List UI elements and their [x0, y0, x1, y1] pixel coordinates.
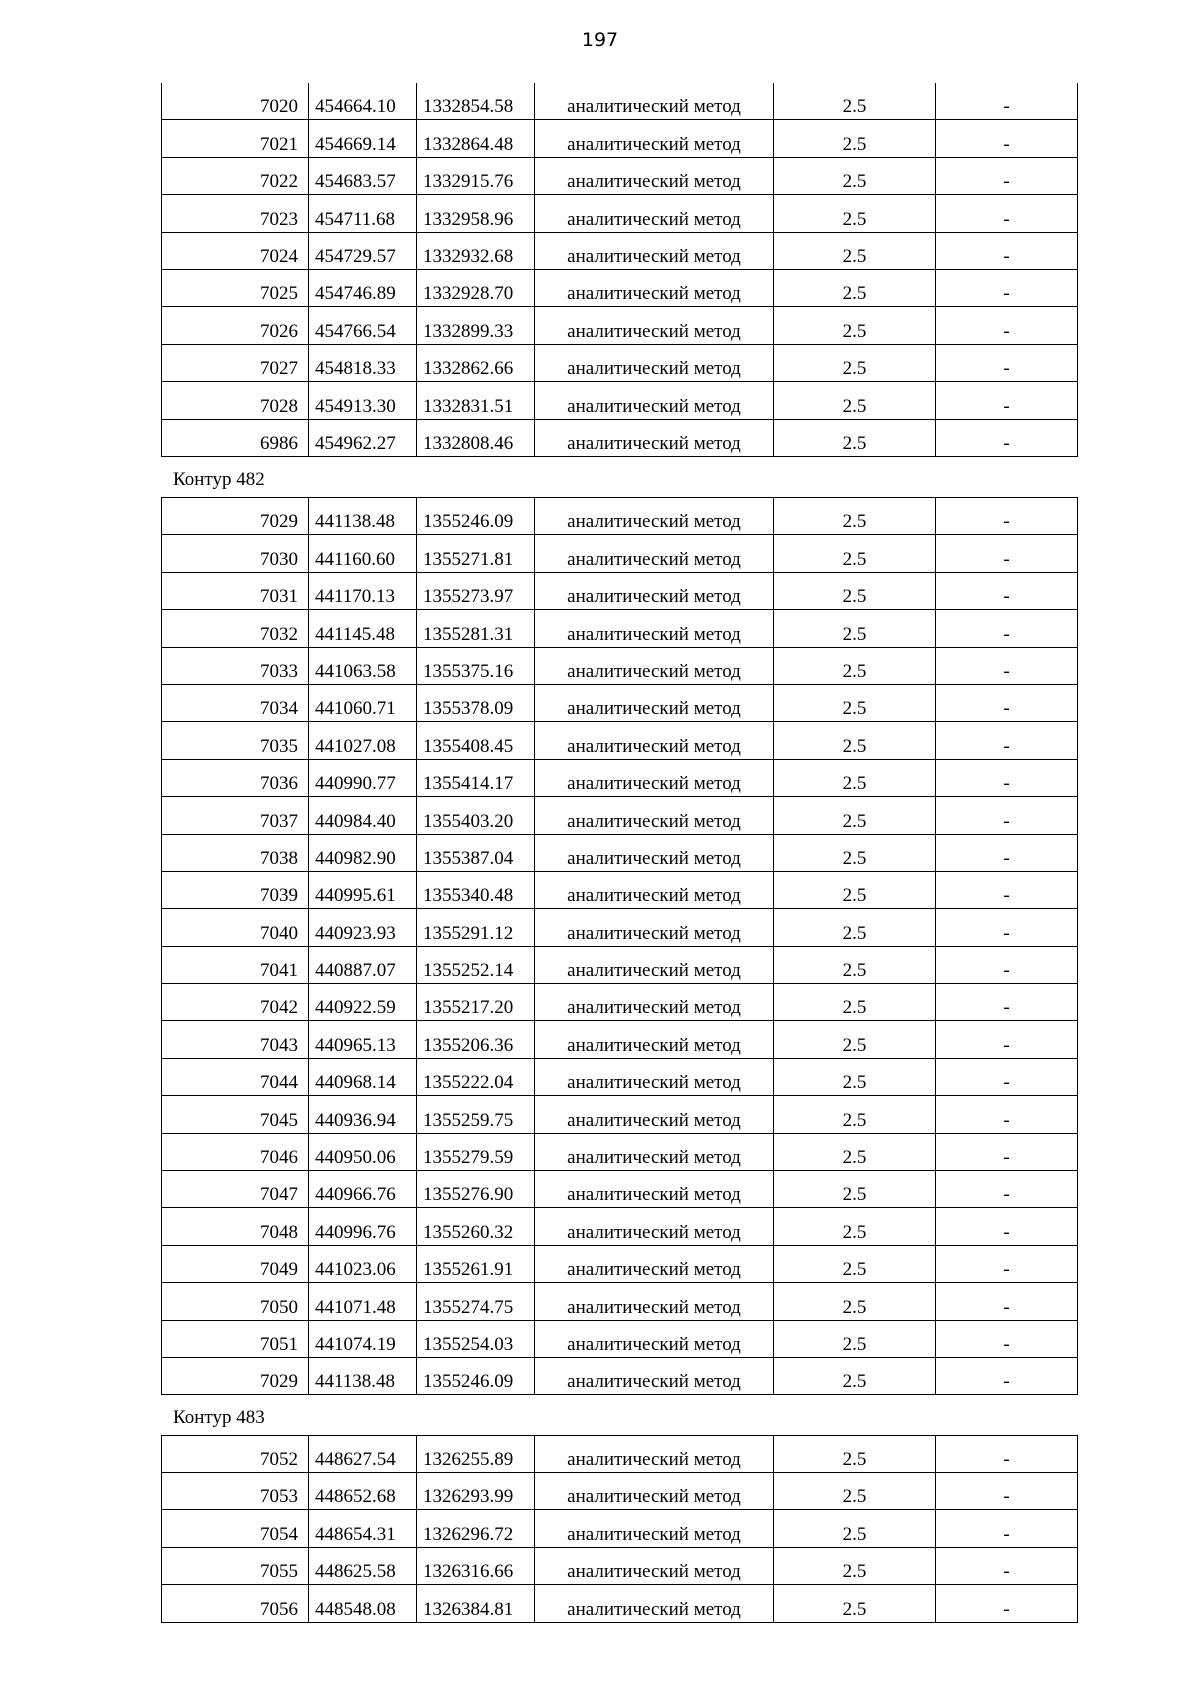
table-row — [162, 1021, 1078, 1058]
table-row — [162, 195, 1078, 232]
method-cell: аналитический метод — [535, 382, 774, 419]
accuracy-cell: 2.5 — [774, 83, 936, 120]
table-row — [162, 535, 1078, 572]
note-cell: - — [936, 722, 1078, 759]
x-coordinate-cell: 454913.30 — [309, 382, 417, 419]
note-cell: - — [936, 1283, 1078, 1320]
note-cell: - — [936, 1133, 1078, 1170]
note-cell: - — [936, 344, 1078, 381]
x-coordinate-cell: 448652.68 — [309, 1472, 417, 1509]
table-row — [162, 1133, 1078, 1170]
table-row — [162, 647, 1078, 684]
x-coordinate-cell: 441074.19 — [309, 1320, 417, 1357]
table-row — [162, 344, 1078, 381]
accuracy-cell: 2.5 — [774, 797, 936, 834]
note-cell: - — [936, 1208, 1078, 1245]
point-number-cell: 7022 — [162, 157, 309, 194]
accuracy-cell: 2.5 — [774, 1171, 936, 1208]
point-number-cell: 7042 — [162, 984, 309, 1021]
method-cell: аналитический метод — [535, 344, 774, 381]
x-coordinate-cell: 448625.58 — [309, 1547, 417, 1584]
note-cell: - — [936, 909, 1078, 946]
note-cell: - — [936, 834, 1078, 871]
x-coordinate-cell: 448548.08 — [309, 1585, 417, 1622]
accuracy-cell: 2.5 — [774, 1510, 936, 1547]
point-number-cell: 7033 — [162, 647, 309, 684]
accuracy-cell: 2.5 — [774, 1320, 936, 1357]
y-coordinate-cell: 1355261.91 — [417, 1245, 535, 1282]
method-cell: аналитический метод — [535, 307, 774, 344]
x-coordinate-cell: 440982.90 — [309, 834, 417, 871]
table-row — [162, 1245, 1078, 1282]
y-coordinate-cell: 1355291.12 — [417, 909, 535, 946]
y-coordinate-cell: 1355222.04 — [417, 1058, 535, 1095]
point-number-cell: 7037 — [162, 797, 309, 834]
note-cell: - — [936, 1171, 1078, 1208]
note-cell: - — [936, 871, 1078, 908]
point-number-cell: 7044 — [162, 1058, 309, 1095]
method-cell: аналитический метод — [535, 1547, 774, 1584]
y-coordinate-cell: 1355408.45 — [417, 722, 535, 759]
x-coordinate-cell: 454664.10 — [309, 83, 417, 120]
y-coordinate-cell: 1355259.75 — [417, 1096, 535, 1133]
y-coordinate-cell: 1355281.31 — [417, 610, 535, 647]
y-coordinate-cell: 1355254.03 — [417, 1320, 535, 1357]
point-number-cell: 7045 — [162, 1096, 309, 1133]
accuracy-cell: 2.5 — [774, 722, 936, 759]
y-coordinate-cell: 1355378.09 — [417, 684, 535, 721]
coordinates-table — [161, 1435, 1078, 1623]
y-coordinate-cell: 1332958.96 — [417, 195, 535, 232]
y-coordinate-cell: 1355246.09 — [417, 498, 535, 535]
point-number-cell: 7031 — [162, 572, 309, 609]
accuracy-cell: 2.5 — [774, 344, 936, 381]
x-coordinate-cell: 441138.48 — [309, 1357, 417, 1394]
y-coordinate-cell: 1355414.17 — [417, 759, 535, 796]
x-coordinate-cell: 441160.60 — [309, 535, 417, 572]
point-number-cell: 6986 — [162, 419, 309, 456]
x-coordinate-cell: 454669.14 — [309, 120, 417, 157]
point-number-cell: 7020 — [162, 83, 309, 120]
y-coordinate-cell: 1355274.75 — [417, 1283, 535, 1320]
note-cell: - — [936, 759, 1078, 796]
accuracy-cell: 2.5 — [774, 535, 936, 572]
y-coordinate-cell: 1355246.09 — [417, 1357, 535, 1394]
method-cell: аналитический метод — [535, 871, 774, 908]
y-coordinate-cell: 1332864.48 — [417, 120, 535, 157]
table-row — [162, 1283, 1078, 1320]
method-cell: аналитический метод — [535, 1058, 774, 1095]
table-row — [162, 157, 1078, 194]
method-cell: аналитический метод — [535, 909, 774, 946]
y-coordinate-cell: 1332808.46 — [417, 419, 535, 456]
accuracy-cell: 2.5 — [774, 1208, 936, 1245]
table-row — [162, 1510, 1078, 1547]
note-cell: - — [936, 572, 1078, 609]
contour-label: Контур 483 — [173, 1406, 265, 1428]
table-row — [162, 419, 1078, 456]
x-coordinate-cell: 440996.76 — [309, 1208, 417, 1245]
point-number-cell: 7035 — [162, 722, 309, 759]
accuracy-cell: 2.5 — [774, 382, 936, 419]
table-row — [162, 946, 1078, 983]
x-coordinate-cell: 440968.14 — [309, 1058, 417, 1095]
y-coordinate-cell: 1332932.68 — [417, 232, 535, 269]
x-coordinate-cell: 440990.77 — [309, 759, 417, 796]
note-cell: - — [936, 269, 1078, 306]
accuracy-cell: 2.5 — [774, 871, 936, 908]
point-number-cell: 7029 — [162, 1357, 309, 1394]
method-cell: аналитический метод — [535, 1021, 774, 1058]
method-cell: аналитический метод — [535, 269, 774, 306]
point-number-cell: 7055 — [162, 1547, 309, 1584]
y-coordinate-cell: 1332928.70 — [417, 269, 535, 306]
method-cell: аналитический метод — [535, 610, 774, 647]
x-coordinate-cell: 448654.31 — [309, 1510, 417, 1547]
x-coordinate-cell: 441060.71 — [309, 684, 417, 721]
table-row — [162, 382, 1078, 419]
point-number-cell: 7043 — [162, 1021, 309, 1058]
note-cell: - — [936, 1320, 1078, 1357]
accuracy-cell: 2.5 — [774, 647, 936, 684]
x-coordinate-cell: 440923.93 — [309, 909, 417, 946]
note-cell: - — [936, 1472, 1078, 1509]
note-cell: - — [936, 232, 1078, 269]
accuracy-cell: 2.5 — [774, 269, 936, 306]
point-number-cell: 7021 — [162, 120, 309, 157]
accuracy-cell: 2.5 — [774, 1283, 936, 1320]
method-cell: аналитический метод — [535, 1472, 774, 1509]
table-row — [162, 1171, 1078, 1208]
method-cell: аналитический метод — [535, 83, 774, 120]
x-coordinate-cell: 441027.08 — [309, 722, 417, 759]
x-coordinate-cell: 441023.06 — [309, 1245, 417, 1282]
x-coordinate-cell: 440936.94 — [309, 1096, 417, 1133]
method-cell: аналитический метод — [535, 946, 774, 983]
point-number-cell: 7025 — [162, 269, 309, 306]
method-cell: аналитический метод — [535, 157, 774, 194]
point-number-cell: 7036 — [162, 759, 309, 796]
method-cell: аналитический метод — [535, 1208, 774, 1245]
accuracy-cell: 2.5 — [774, 1435, 936, 1472]
note-cell: - — [936, 1435, 1078, 1472]
x-coordinate-cell: 440966.76 — [309, 1171, 417, 1208]
table-row — [162, 1320, 1078, 1357]
y-coordinate-cell: 1332862.66 — [417, 344, 535, 381]
x-coordinate-cell: 440965.13 — [309, 1021, 417, 1058]
x-coordinate-cell: 440995.61 — [309, 871, 417, 908]
method-cell: аналитический метод — [535, 722, 774, 759]
method-cell: аналитический метод — [535, 1283, 774, 1320]
note-cell: - — [936, 797, 1078, 834]
y-coordinate-cell: 1326293.99 — [417, 1472, 535, 1509]
y-coordinate-cell: 1355206.36 — [417, 1021, 535, 1058]
accuracy-cell: 2.5 — [774, 1585, 936, 1622]
table-row — [162, 120, 1078, 157]
accuracy-cell: 2.5 — [774, 610, 936, 647]
y-coordinate-cell: 1355273.97 — [417, 572, 535, 609]
x-coordinate-cell: 454818.33 — [309, 344, 417, 381]
accuracy-cell: 2.5 — [774, 307, 936, 344]
method-cell: аналитический метод — [535, 232, 774, 269]
x-coordinate-cell: 441063.58 — [309, 647, 417, 684]
table-row — [162, 722, 1078, 759]
note-cell: - — [936, 1357, 1078, 1394]
point-number-cell: 7039 — [162, 871, 309, 908]
y-coordinate-cell: 1355387.04 — [417, 834, 535, 871]
accuracy-cell: 2.5 — [774, 759, 936, 796]
point-number-cell: 7034 — [162, 684, 309, 721]
point-number-cell: 7052 — [162, 1435, 309, 1472]
accuracy-cell: 2.5 — [774, 1547, 936, 1584]
note-cell: - — [936, 946, 1078, 983]
note-cell: - — [936, 382, 1078, 419]
accuracy-cell: 2.5 — [774, 157, 936, 194]
accuracy-cell: 2.5 — [774, 1133, 936, 1170]
method-cell: аналитический метод — [535, 120, 774, 157]
point-number-cell: 7050 — [162, 1283, 309, 1320]
note-cell: - — [936, 1585, 1078, 1622]
table-row — [162, 498, 1078, 535]
point-number-cell: 7048 — [162, 1208, 309, 1245]
table-row — [162, 232, 1078, 269]
table-row — [162, 307, 1078, 344]
coordinates-table — [161, 83, 1078, 457]
method-cell: аналитический метод — [535, 572, 774, 609]
note-cell: - — [936, 498, 1078, 535]
note-cell: - — [936, 535, 1078, 572]
y-coordinate-cell: 1355252.14 — [417, 946, 535, 983]
y-coordinate-cell: 1355375.16 — [417, 647, 535, 684]
method-cell: аналитический метод — [535, 797, 774, 834]
accuracy-cell: 2.5 — [774, 120, 936, 157]
point-number-cell: 7047 — [162, 1171, 309, 1208]
table-row — [162, 684, 1078, 721]
table-row — [162, 1208, 1078, 1245]
note-cell: - — [936, 1245, 1078, 1282]
y-coordinate-cell: 1326316.66 — [417, 1547, 535, 1584]
point-number-cell: 7056 — [162, 1585, 309, 1622]
method-cell: аналитический метод — [535, 759, 774, 796]
note-cell: - — [936, 984, 1078, 1021]
accuracy-cell: 2.5 — [774, 834, 936, 871]
method-cell: аналитический метод — [535, 498, 774, 535]
y-coordinate-cell: 1332915.76 — [417, 157, 535, 194]
point-number-cell: 7049 — [162, 1245, 309, 1282]
method-cell: аналитический метод — [535, 1245, 774, 1282]
note-cell: - — [936, 1096, 1078, 1133]
y-coordinate-cell: 1355279.59 — [417, 1133, 535, 1170]
x-coordinate-cell: 454683.57 — [309, 157, 417, 194]
table-row — [162, 1357, 1078, 1394]
table-row — [162, 1435, 1078, 1472]
x-coordinate-cell: 454962.27 — [309, 419, 417, 456]
x-coordinate-cell: 441071.48 — [309, 1283, 417, 1320]
y-coordinate-cell: 1332854.58 — [417, 83, 535, 120]
table-row — [162, 1585, 1078, 1622]
y-coordinate-cell: 1355217.20 — [417, 984, 535, 1021]
contour-label: Контур 482 — [173, 469, 265, 490]
point-number-cell: 7026 — [162, 307, 309, 344]
y-coordinate-cell: 1355271.81 — [417, 535, 535, 572]
point-number-cell: 7027 — [162, 344, 309, 381]
table-row — [162, 83, 1078, 120]
table-row — [162, 871, 1078, 908]
x-coordinate-cell: 441138.48 — [309, 498, 417, 535]
method-cell: аналитический метод — [535, 1510, 774, 1547]
x-coordinate-cell: 454729.57 — [309, 232, 417, 269]
y-coordinate-cell: 1355260.32 — [417, 1208, 535, 1245]
point-number-cell: 7038 — [162, 834, 309, 871]
accuracy-cell: 2.5 — [774, 946, 936, 983]
point-number-cell: 7024 — [162, 232, 309, 269]
note-cell: - — [936, 647, 1078, 684]
x-coordinate-cell: 440887.07 — [309, 946, 417, 983]
method-cell: аналитический метод — [535, 984, 774, 1021]
accuracy-cell: 2.5 — [774, 1058, 936, 1095]
point-number-cell: 7041 — [162, 946, 309, 983]
table-row — [162, 1547, 1078, 1584]
note-cell: - — [936, 120, 1078, 157]
x-coordinate-cell: 440984.40 — [309, 797, 417, 834]
point-number-cell: 7053 — [162, 1472, 309, 1509]
coordinates-table — [161, 497, 1078, 1395]
accuracy-cell: 2.5 — [774, 195, 936, 232]
x-coordinate-cell: 441170.13 — [309, 572, 417, 609]
accuracy-cell: 2.5 — [774, 572, 936, 609]
y-coordinate-cell: 1326384.81 — [417, 1585, 535, 1622]
accuracy-cell: 2.5 — [774, 1096, 936, 1133]
x-coordinate-cell: 454711.68 — [309, 195, 417, 232]
page-number: 197 — [581, 29, 619, 51]
method-cell: аналитический метод — [535, 1320, 774, 1357]
table-row — [162, 572, 1078, 609]
accuracy-cell: 2.5 — [774, 419, 936, 456]
method-cell: аналитический метод — [535, 1357, 774, 1394]
table-row — [162, 1058, 1078, 1095]
note-cell: - — [936, 419, 1078, 456]
accuracy-cell: 2.5 — [774, 1245, 936, 1282]
x-coordinate-cell: 454766.54 — [309, 307, 417, 344]
method-cell: аналитический метод — [535, 535, 774, 572]
note-cell: - — [936, 1547, 1078, 1584]
note-cell: - — [936, 195, 1078, 232]
method-cell: аналитический метод — [535, 684, 774, 721]
point-number-cell: 7040 — [162, 909, 309, 946]
table-row — [162, 909, 1078, 946]
y-coordinate-cell: 1355340.48 — [417, 871, 535, 908]
accuracy-cell: 2.5 — [774, 984, 936, 1021]
y-coordinate-cell: 1332899.33 — [417, 307, 535, 344]
y-coordinate-cell: 1355403.20 — [417, 797, 535, 834]
method-cell: аналитический метод — [535, 1133, 774, 1170]
y-coordinate-cell: 1332831.51 — [417, 382, 535, 419]
note-cell: - — [936, 1510, 1078, 1547]
table-row — [162, 759, 1078, 796]
method-cell: аналитический метод — [535, 1096, 774, 1133]
y-coordinate-cell: 1326296.72 — [417, 1510, 535, 1547]
method-cell: аналитический метод — [535, 419, 774, 456]
method-cell: аналитический метод — [535, 647, 774, 684]
y-coordinate-cell: 1355276.90 — [417, 1171, 535, 1208]
accuracy-cell: 2.5 — [774, 909, 936, 946]
note-cell: - — [936, 1058, 1078, 1095]
accuracy-cell: 2.5 — [774, 1357, 936, 1394]
x-coordinate-cell: 440922.59 — [309, 984, 417, 1021]
accuracy-cell: 2.5 — [774, 232, 936, 269]
x-coordinate-cell: 441145.48 — [309, 610, 417, 647]
accuracy-cell: 2.5 — [774, 498, 936, 535]
note-cell: - — [936, 684, 1078, 721]
table-row — [162, 1096, 1078, 1133]
method-cell: аналитический метод — [535, 195, 774, 232]
note-cell: - — [936, 83, 1078, 120]
method-cell: аналитический метод — [535, 1435, 774, 1472]
note-cell: - — [936, 1021, 1078, 1058]
accuracy-cell: 2.5 — [774, 1021, 936, 1058]
point-number-cell: 7023 — [162, 195, 309, 232]
table-row — [162, 797, 1078, 834]
accuracy-cell: 2.5 — [774, 684, 936, 721]
note-cell: - — [936, 610, 1078, 647]
table-row — [162, 834, 1078, 871]
note-cell: - — [936, 307, 1078, 344]
accuracy-cell: 2.5 — [774, 1472, 936, 1509]
x-coordinate-cell: 448627.54 — [309, 1435, 417, 1472]
x-coordinate-cell: 440950.06 — [309, 1133, 417, 1170]
method-cell: аналитический метод — [535, 1585, 774, 1622]
x-coordinate-cell: 454746.89 — [309, 269, 417, 306]
point-number-cell: 7028 — [162, 382, 309, 419]
point-number-cell: 7032 — [162, 610, 309, 647]
note-cell: - — [936, 157, 1078, 194]
y-coordinate-cell: 1326255.89 — [417, 1435, 535, 1472]
point-number-cell: 7051 — [162, 1320, 309, 1357]
point-number-cell: 7054 — [162, 1510, 309, 1547]
point-number-cell: 7046 — [162, 1133, 309, 1170]
method-cell: аналитический метод — [535, 834, 774, 871]
table-row — [162, 269, 1078, 306]
point-number-cell: 7029 — [162, 498, 309, 535]
table-row — [162, 1472, 1078, 1509]
table-row — [162, 984, 1078, 1021]
method-cell: аналитический метод — [535, 1171, 774, 1208]
point-number-cell: 7030 — [162, 535, 309, 572]
table-row — [162, 610, 1078, 647]
